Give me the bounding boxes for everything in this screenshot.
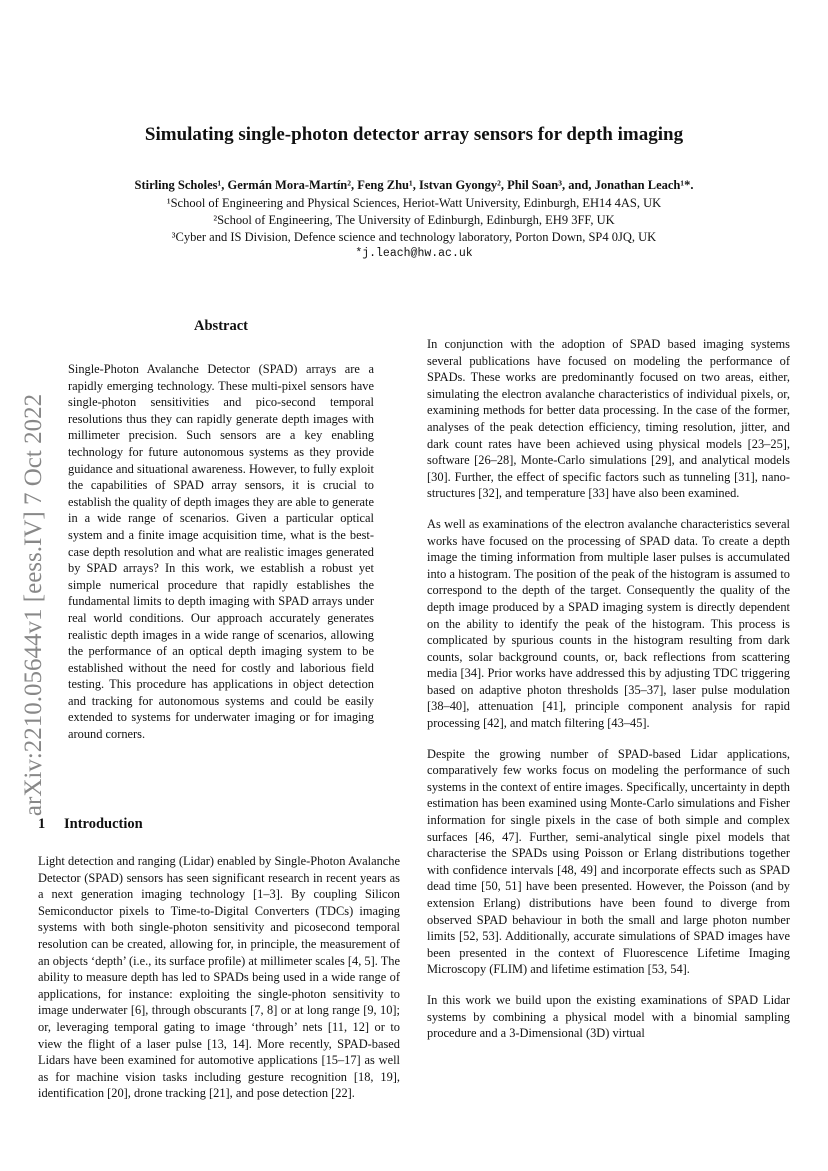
introduction-right-column: [427, 336, 790, 1056]
intro-paragraph-5: In this work we build upon the existing examinations of SPAD Lidar systems by combining a physical model with a binomial sampling procedure and a 3-Dimensional (3D) virtual: [427, 992, 790, 1041]
paper-title: Simulating single-photon detector array sensors for depth imaging: [144, 124, 684, 145]
section-title: Introduction: [64, 816, 143, 832]
intro-paragraph-1: Light detection and ranging (Lidar) enabled by Single-Photon Avalanche Detector (SPAD) sensors has seen significant research in recent years as a next generation imaging technology [1–3]. By coupling Silicon Semiconductor pixels to Time-to-Digital Converters (TDCs) imaging systems with both single-photon sensitivity and picosecond temporal resolution can be created, allowing for, in principle, the measurement of an objects ‘depth’ (i.e., its surface profile) at millimeter scales [4, 5]. The ability to measure depth has led to SPADs being used in a wide range of applications, for instance: exploiting the single-photon sensitivity to image underwater [6], through obscurants [7, 8] or at long range [9, 10]; or, leveraging temporal gating to image ‘through’ nets [11, 12] or to view the flight of a laser pulse [13, 14]. More recently, SPAD-based Lidars have been examined for automotive applications [15–17] as well as for machine vision tasks including gesture recognition [18, 19], identification [20], drone tracking [21], and pose detection [22].: [38, 854, 400, 1101]
section-heading-introduction: [38, 816, 143, 833]
arxiv-stamp: arXiv:2210.05644v1 [eess.IV] 7 Oct 2022: [20, 393, 47, 817]
intro-paragraph-4: Despite the growing number of SPAD-based Lidar applications, comparatively few works focus on modeling the performance of such systems in the context of entire images. Specifically, uncertainty in depth estimation has been examined using Monte-Carlo simulations and Fisher information for single pixels in the case of both simple and complex surfaces [46, 47]. Further, semi-analytical single pixel models that characterise the SPADs using Poisson or Erlang distributions together with confidence intervals [48, 49] and incorporate effects such as SPAD dead time [50, 51] have been presented. However, the Poisson (and by extension Erlang) distributions have been found to diverge from observed SPAD behaviour in both the small and large photon number limits [52, 53]. Additionally, accurate simulations of SPAD images have been presented in the context of Fluorescence Lifetime Imaging Microscopy (FLIM) and lifetime estimation [53, 54].: [427, 746, 790, 977]
author-list: Stirling Scholes¹, Germán Mora-Martín², Feng Zhu¹, Istvan Gyongy², Phil Soan³, and, Jonathan Leach¹*.: [134, 178, 694, 192]
introduction-left-column: [38, 853, 400, 1116]
intro-paragraph-3: As well as examinations of the electron avalanche characteristics several works have focused on the processing of SPAD data. To create a depth image the timing information from multiple laser pulses is accumulated into a histogram. The position of the peak of the histogram is assumed to correspond to the depth of the target. Consequently the quality of the depth image produced by a SPAD imaging system is directly dependent on the ability to identify the peak of the histogram. This process is complicated by spurious counts in the histogram resulting from dark counts, solar background counts, or, back reflections from scattering media [34]. Prior works have addressed this by adjusting TDC triggering based on adaptive photon thresholds [35–37], laser pulse modulation [38–40], attenuation [41], principle component analysis for rapid processing [42], and match filtering [43–45].: [427, 516, 790, 731]
affiliation-2: ²School of Engineering, The University of Edinburgh, Edinburgh, EH9 3FF, UK: [213, 213, 615, 227]
corresponding-email[interactable]: *j.leach@hw.ac.uk: [355, 247, 473, 260]
affiliation-1: ¹School of Engineering and Physical Sciences, Heriot-Watt University, Edinburgh, EH14 4AS, UK: [166, 196, 662, 210]
abstract-text: Single-Photon Avalanche Detector (SPAD) arrays are a rapidly emerging technology. These multi-pixel sensors have single-photon sensitivities and pico-second temporal resolutions thus they can rapidly generate depth images with millimeter precision. Such sensors are a key enabling technology for future autonomous systems as they provide guidance and situational awareness. However, to fully exploit the capabilities of SPAD array sensors, it is crucial to establish the quality of depth images they are able to generate in a wide range of scenarios. Given a particular optical system and a finite image acquisition time, what is the best-case depth resolution and what are realistic images generated by SPAD arrays? In this work, we establish a robust yet simple numerical procedure that rapidly establishes the fundamental limits to depth imaging with SPAD arrays under real world conditions. Our approach accurately generates realistic depth images in a wide range of scenarios, allowing the performance of an optical depth imaging system to be established without the need for costly and laborious field testing. This procedure has applications in object detection and tracking for autonomous systems and could be easily extended to systems for underwater imaging or for imaging around corners.: [68, 362, 374, 742]
section-number: 1: [38, 816, 46, 832]
abstract-heading: Abstract: [194, 318, 248, 334]
intro-paragraph-2: In conjunction with the adoption of SPAD based imaging systems several publications have focused on modeling the performance of SPADs. These works are predominantly focused on two areas, either, simulating the electron avalanche characteristics of individual pixels, or, examining methods for better data processing. In the case of the former, analyses of the peak detection efficiency, timing resolution, jitter, and dark count rates have been achieved using physical models [23–25], software [26–28], Monte-Carlo simulations [29], and analytical models [30]. Further, the effect of specific factors such as tunneling [31], nano-structures [32], and temperature [33] have also been examined.: [427, 337, 790, 501]
affiliation-3: ³Cyber and IS Division, Defence science and technology laboratory, Porton Down, SP4 0JQ, UK: [171, 230, 657, 244]
